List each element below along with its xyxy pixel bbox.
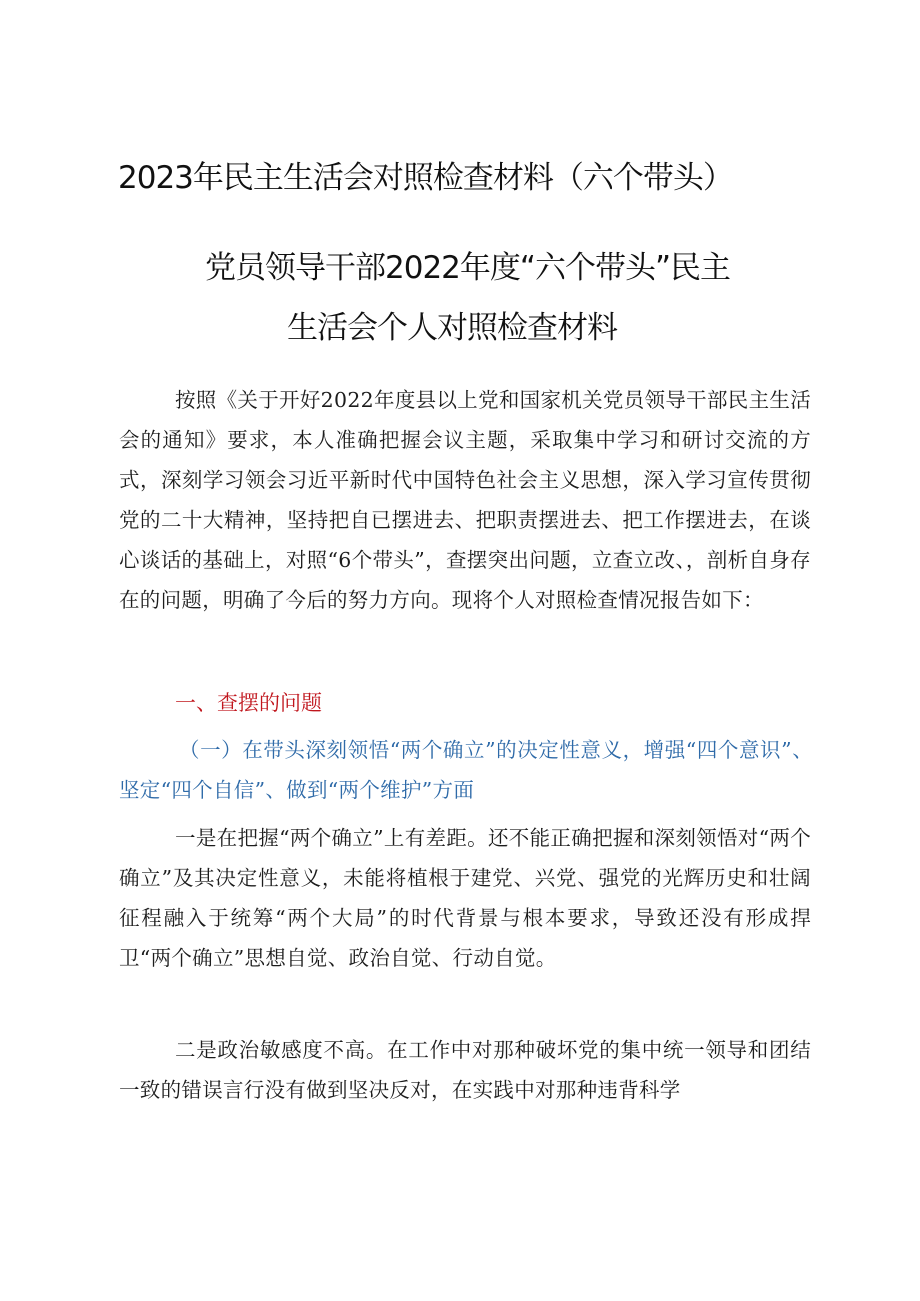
document-title-line-1: 2023年民主生活会对照检查材料（六个带头） (118, 160, 733, 196)
section-heading-problems: 一、查摆的问题 (175, 691, 322, 715)
subsection-heading-1: （一）在带头深刻领悟“两个确立”的决定性意义，增强“四个意识”、坚定“四个自信”、做到“两个维护”方面 (119, 738, 813, 802)
document-title-line-2: 党员领导干部2022年度“六个带头”民主 (205, 250, 731, 286)
paragraph-point-1: 一是在把握“两个确立”上有差距。还不能正确把握和深刻领悟对“两个确立”及其决定性意义，未能将植根于建党、兴党、强党的光辉历史和壮阔征程融入于统筹“两个大局”的时代背景与根本要求，导致还没有形成捍卫“两个确立”思想自觉、政治自觉、行动自觉。 (119, 826, 811, 970)
intro-paragraph: 按照《关于开好2022年度县以上党和国家机关党员领导干部民主生活会的通知》要求，本人准确把握会议主题，采取集中学习和研讨交流的方式，深刻学习领会习近平新时代中国特色社会主义思想，深入学习宣传贯彻党的二十大精神，坚持把自已摆进去、把职责摆进去、把工作摆进去，在谈心谈话的基础上，对照“6个带头”，查摆突出问题，立查立改、，剖析自身存在的问题，明确了今后的努力方向。现将个人对照检查情况报告如下： (119, 388, 811, 612)
document-title-line-3: 生活会个人对照检查材料 (287, 310, 617, 346)
paragraph-point-2: 二是政治敏感度不高。在工作中对那种破坏党的集中统一领导和团结一致的错误言行没有做到坚决反对，在实践中对那种违背科学 (119, 1038, 811, 1102)
